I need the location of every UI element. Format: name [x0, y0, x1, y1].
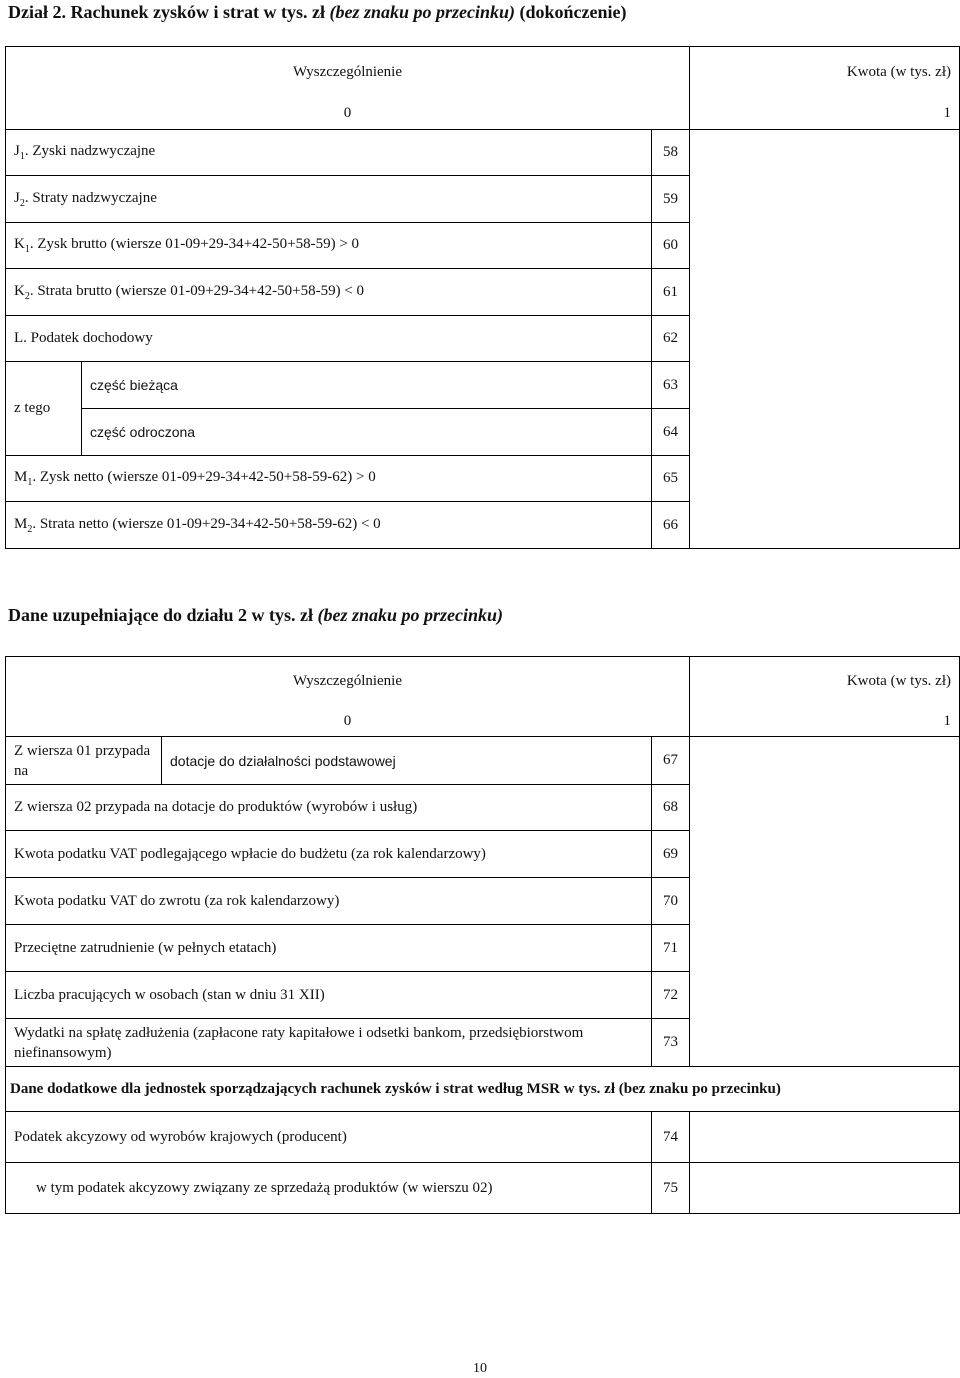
supplementary-title	[8, 605, 503, 626]
row-label: $J_1$. Zyski nadzwyczajne	[6, 130, 652, 176]
amount-input[interactable]	[690, 362, 960, 409]
column-number-0: 0	[6, 98, 690, 130]
table-row	[6, 316, 960, 362]
row-label: $K_2$. Strata brutto (wiersze 01-09+29-34+42-50+58-59) < 0	[6, 269, 652, 316]
row-label: część bieżąca	[82, 362, 652, 409]
table-row	[6, 362, 960, 409]
column-number-0: 0	[6, 707, 690, 737]
amount-input[interactable]	[690, 1163, 960, 1214]
row-number: 71	[652, 925, 690, 972]
section-title-main: Dział 2. Rachunek zysków i strat w tys. zł	[8, 2, 325, 22]
column-number-1: 1	[690, 707, 960, 737]
row-label: Wydatki na spłatę zadłużenia (zapłacone raty kapitałowe i odsetki bankom, przedsiębiorstwom niefinansowym)	[6, 1019, 652, 1067]
amount-input[interactable]	[690, 316, 960, 362]
row-number: 68	[652, 785, 690, 831]
table-row	[6, 1163, 960, 1214]
amount-input[interactable]	[690, 456, 960, 502]
row-number: 62	[652, 316, 690, 362]
supplementary-table	[5, 656, 960, 1214]
row67-label: Z wiersza 01 przypada na	[6, 737, 162, 785]
table-row	[6, 925, 960, 972]
amount-input[interactable]	[690, 972, 960, 1019]
table-row	[6, 130, 960, 176]
row-number: 65	[652, 456, 690, 502]
table-row	[6, 1019, 960, 1067]
row-number: 66	[652, 502, 690, 549]
table-row	[6, 737, 960, 785]
row-number: 73	[652, 1019, 690, 1067]
table-row	[6, 409, 960, 456]
row-label: L. Podatek dochodowy	[6, 316, 652, 362]
z-tego-label: z tego	[6, 362, 82, 456]
amount-input[interactable]	[690, 1112, 960, 1163]
table-row	[6, 972, 960, 1019]
table-row	[6, 878, 960, 925]
amount-input[interactable]	[690, 269, 960, 316]
msr-title: Dane dodatkowe dla jednostek sporządzających rachunek zysków i strat według MSR w tys. zł (bez znaku po przecinku)	[6, 1067, 960, 1112]
row-label: Kwota podatku VAT do zwrotu (za rok kalendarzowy)	[6, 878, 652, 925]
row-label: Z wiersza 02 przypada na dotacje do produktów (wyrobów i usług)	[6, 785, 652, 831]
amount-input[interactable]	[690, 176, 960, 223]
section-title-italic: (bez znaku po przecinku)	[329, 2, 516, 22]
row-label: Przeciętne zatrudnienie (w pełnych etatach)	[6, 925, 652, 972]
amount-input[interactable]	[690, 831, 960, 878]
row-label: dotacje do działalności podstawowej	[162, 737, 652, 785]
row-label: Podatek akcyzowy od wyrobów krajowych (producent)	[6, 1112, 652, 1163]
row-label: część odroczona	[82, 409, 652, 456]
row-number: 63	[652, 362, 690, 409]
row-label: $M_2$. Strata netto (wiersze 01-09+29-34+42-50+58-59-62) < 0	[6, 502, 652, 549]
row-number: 72	[652, 972, 690, 1019]
column-number-1: 1	[690, 98, 960, 130]
header-description: Wyszczególnienie	[6, 47, 690, 98]
amount-input[interactable]	[690, 785, 960, 831]
row-label: $M_1$. Zysk netto (wiersze 01-09+29-34+42-50+58-59-62) > 0	[6, 456, 652, 502]
table-row	[6, 456, 960, 502]
amount-input[interactable]	[690, 925, 960, 972]
amount-input[interactable]	[690, 1019, 960, 1067]
supplementary-title-italic: (bez znaku po przecinku)	[317, 605, 504, 625]
row-label: Liczba pracujących w osobach (stan w dniu 31 XII)	[6, 972, 652, 1019]
table-row	[6, 502, 960, 549]
row-number: 59	[652, 176, 690, 223]
table-row	[6, 831, 960, 878]
header-amount: Kwota (w tys. zł)	[690, 47, 960, 98]
row-label: $K_1$. Zysk brutto (wiersze 01-09+29-34+42-50+58-59) > 0	[6, 223, 652, 269]
supplementary-title-main: Dane uzupełniające do działu 2 w tys. zł	[8, 605, 314, 625]
table-row	[6, 1112, 960, 1163]
amount-input[interactable]	[690, 130, 960, 176]
row-label: Kwota podatku VAT podlegającego wpłacie do budżetu (za rok kalendarzowy)	[6, 831, 652, 878]
amount-input[interactable]	[690, 502, 960, 549]
table-row	[6, 785, 960, 831]
table-row	[6, 223, 960, 269]
amount-input[interactable]	[690, 409, 960, 456]
row-number: 61	[652, 269, 690, 316]
page-number: 10	[473, 1361, 487, 1376]
table-row	[6, 176, 960, 223]
header-description: Wyszczególnienie	[6, 657, 690, 707]
row-label: $J_2$. Straty nadzwyczajne	[6, 176, 652, 223]
row-number: 58	[652, 130, 690, 176]
row-number: 70	[652, 878, 690, 925]
row-number: 64	[652, 409, 690, 456]
section-title-suffix: (dokończenie)	[519, 2, 627, 22]
section-title	[8, 2, 627, 23]
row-number: 67	[652, 737, 690, 785]
row-label: w tym podatek akcyzowy związany ze sprzedażą produktów (w wierszu 02)	[6, 1163, 652, 1214]
row-number: 60	[652, 223, 690, 269]
amount-input[interactable]	[690, 737, 960, 785]
table-row	[6, 269, 960, 316]
income-statement-table	[5, 46, 960, 549]
row-number: 69	[652, 831, 690, 878]
row-number: 75	[652, 1163, 690, 1214]
amount-input[interactable]	[690, 223, 960, 269]
row-number: 74	[652, 1112, 690, 1163]
header-amount: Kwota (w tys. zł)	[690, 657, 960, 707]
amount-input[interactable]	[690, 878, 960, 925]
